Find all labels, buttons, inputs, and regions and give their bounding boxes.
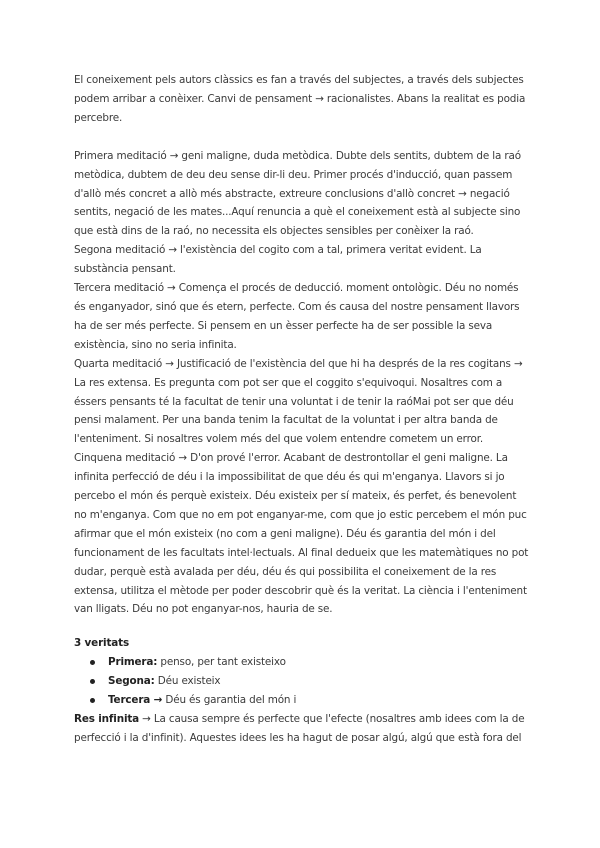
list-item [74, 691, 532, 710]
meditation-2-paragraph: Segona meditació → l'existència del cogito com a tal, primera veritat evident. La substància pensant. [74, 244, 482, 276]
truth-text: Déu és garantia del món i [162, 694, 297, 707]
spacer [74, 619, 532, 634]
spacer [74, 128, 532, 147]
truth-label: Primera: [108, 656, 158, 669]
truths-heading: 3 veritats [74, 637, 129, 650]
document-body [74, 71, 532, 748]
truth-label: Segona: [108, 675, 155, 688]
truth-label: Tercera → [108, 694, 163, 707]
truths-list [74, 653, 532, 710]
intro-paragraph: El coneixement pels autors clàssics es fan a través del subjectes, a través dels subjectes podem arribar a conèixer. Canvi de pensament → racionalistes. Abans la realitat es podia percebre. [74, 74, 526, 124]
res-infinita-text: → La causa sempre és perfecte que l'efecte (nosaltres amb idees com la de perfecció i la d'infinit). Aquestes idees les ha hagut de posar algú, algú que està fora del [74, 713, 525, 744]
res-infinita-paragraph [74, 710, 532, 748]
list-item [74, 672, 532, 691]
res-infinita-label: Res infinita [74, 713, 140, 725]
meditation-1-paragraph: Primera meditació → geni maligne, duda metòdica. Dubte dels sentits, dubtem de la raó metòdica, dubtem de deu deu sense dir-li deu. Primer procés d'inducció, quan passem d'allò més concret a allò més abstracte, extreure conclusions d'allò concret → negació sentits, negació de les mates...Aquí renuncia a què el coneixement està al subjecte sino que està dins de la raó, no necessita els objectes sensibles per conèixer la raó. [74, 149, 521, 238]
meditation-4-paragraph: Quarta meditació → Justificació de l'existència del que hi ha després de la res cogitans → La res extensa. Es pregunta com pot ser que el coggito s'equivoqui. Nosaltres com a éssers pensants té la facultat de tenir una voluntat i de tenir la raóMai pot ser que déu pensi malament. Per una banda tenim la facultat de la voluntat i per altra banda de l'enteniment. Si nosaltres volem més del que volem entendre cometem un error. [74, 357, 523, 446]
truth-text: Déu existeix [154, 675, 221, 688]
meditation-5-paragraph: Cinquena meditació → D'on prové l'error. Acabant de destrontollar el geni maligne. La infinita perfecció de déu i la impossibilitat de que déu és qui m'enganya. Llavors si jo percebo el món és perquè existeix. Déu existeix per sí mateix, és perfet, és benevolent no m'enganya. Com que no em pot enganyar-me, com que jo estic percebem el món puc afirmar que el món existeix (no com a geni maligne). Déu és garantia del món i del funcionament de les facultats intel·lectuals. Al final dedueix que les matemàtiques no pot dudar, perquè està avalada per déu, déu és qui possibilita el coneixement de la res extensa, utilitza el mètode per poder descobrir què és la veritat. La ciència i l'enteniment van lligats. Déu no pot enganyar-nos, hauria de se. [74, 452, 529, 616]
list-item [74, 653, 532, 672]
meditation-3-paragraph: Tercera meditació → Comença el procés de deducció. moment ontològic. Déu no només és enganyador, sinó que és etern, perfecte. Com és causa del nostre pensament llavors ha de ser més perfecte. Si pensem en un èsser perfecte ha de ser possible la seva existència, sino no seria infinita. [74, 282, 520, 351]
truth-text: penso, per tant existeixo [157, 656, 286, 669]
